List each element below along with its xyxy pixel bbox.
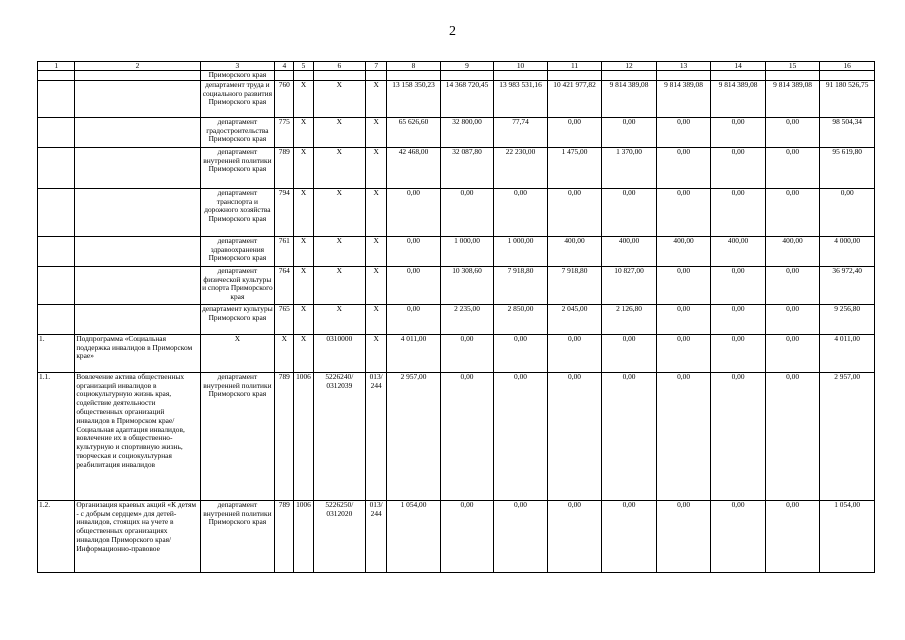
row-value-16: 0,00 bbox=[820, 188, 875, 236]
row-code-7: X bbox=[366, 334, 387, 372]
row-value-12: 9 814 389,08 bbox=[602, 80, 657, 117]
row-value-13 bbox=[656, 71, 711, 81]
row-value-15 bbox=[765, 71, 820, 81]
row-code-5: X bbox=[294, 266, 313, 304]
row-code-5: X bbox=[294, 334, 313, 372]
row-value-10: 0,00 bbox=[494, 500, 548, 572]
row-value-12: 0,00 bbox=[602, 372, 657, 500]
row-number bbox=[38, 188, 75, 236]
row-number bbox=[38, 304, 75, 334]
row-code-4: 794 bbox=[275, 188, 294, 236]
row-name bbox=[75, 304, 200, 334]
row-number: 1. bbox=[38, 334, 75, 372]
row-code-7: X bbox=[366, 188, 387, 236]
row-value-13: 0,00 bbox=[656, 147, 711, 188]
row-value-16: 4 011,00 bbox=[820, 334, 875, 372]
row-value-12 bbox=[602, 71, 657, 81]
row-value-10: 0,00 bbox=[494, 372, 548, 500]
row-value-16: 98 504,34 bbox=[820, 117, 875, 147]
row-value-9: 0,00 bbox=[440, 188, 494, 236]
row-value-11: 2 045,00 bbox=[547, 304, 602, 334]
row-value-13: 400,00 bbox=[656, 236, 711, 266]
row-value-16 bbox=[820, 71, 875, 81]
row-value-12: 0,00 bbox=[602, 188, 657, 236]
table-row bbox=[38, 147, 875, 188]
row-name bbox=[75, 188, 200, 236]
row-code-5: 1006 bbox=[294, 372, 313, 500]
row-code-5: X bbox=[294, 147, 313, 188]
row-value-8: 65 626,60 bbox=[387, 117, 441, 147]
row-code-4: 764 bbox=[275, 266, 294, 304]
column-header: 15 bbox=[765, 62, 820, 71]
row-name bbox=[75, 236, 200, 266]
column-header: 8 bbox=[387, 62, 441, 71]
row-value-16: 91 180 526,75 bbox=[820, 80, 875, 117]
row-code-4 bbox=[275, 71, 294, 81]
row-value-9: 0,00 bbox=[440, 334, 494, 372]
table-row bbox=[38, 500, 875, 572]
row-value-15: 0,00 bbox=[765, 147, 820, 188]
row-code-6: X bbox=[313, 117, 366, 147]
row-value-13: 0,00 bbox=[656, 500, 711, 572]
row-value-14: 0,00 bbox=[711, 188, 766, 236]
row-value-10: 7 918,80 bbox=[494, 266, 548, 304]
row-value-9: 14 368 720,45 bbox=[440, 80, 494, 117]
row-department: департамент культуры Приморского края bbox=[200, 304, 275, 334]
row-code-5: X bbox=[294, 80, 313, 117]
table-row bbox=[38, 266, 875, 304]
row-value-13: 9 814 389,08 bbox=[656, 80, 711, 117]
table-row bbox=[38, 188, 875, 236]
table-row bbox=[38, 334, 875, 372]
row-value-12: 10 827,00 bbox=[602, 266, 657, 304]
row-value-13: 0,00 bbox=[656, 117, 711, 147]
row-value-8: 13 158 350,23 bbox=[387, 80, 441, 117]
row-value-10: 1 000,00 bbox=[494, 236, 548, 266]
row-name bbox=[75, 80, 200, 117]
row-code-7: X bbox=[366, 304, 387, 334]
row-code-5: X bbox=[294, 236, 313, 266]
row-code-5: X bbox=[294, 188, 313, 236]
column-header: 16 bbox=[820, 62, 875, 71]
row-value-9 bbox=[440, 71, 494, 81]
row-value-8: 0,00 bbox=[387, 266, 441, 304]
row-department: X bbox=[200, 334, 275, 372]
row-value-11: 1 475,00 bbox=[547, 147, 602, 188]
row-code-7: 013/ 244 bbox=[366, 372, 387, 500]
row-number bbox=[38, 80, 75, 117]
row-value-9: 32 087,80 bbox=[440, 147, 494, 188]
row-code-7: X bbox=[366, 266, 387, 304]
row-number: 1.1. bbox=[38, 372, 75, 500]
row-value-13: 0,00 bbox=[656, 334, 711, 372]
row-name: Организация краевых акций «К детям - с добрым сердцем» для детей-инвалидов, стоящих на учете в общественных организациях инвалидов Приморского края/ Информационно-правовое bbox=[75, 500, 200, 572]
row-value-11: 0,00 bbox=[547, 334, 602, 372]
row-code-4: 760 bbox=[275, 80, 294, 117]
row-name bbox=[75, 147, 200, 188]
column-header: 9 bbox=[440, 62, 494, 71]
row-value-10: 0,00 bbox=[494, 334, 548, 372]
row-value-16: 4 000,00 bbox=[820, 236, 875, 266]
row-code-7: 013/ 244 bbox=[366, 500, 387, 572]
row-value-8: 1 054,00 bbox=[387, 500, 441, 572]
row-name bbox=[75, 117, 200, 147]
row-code-5: X bbox=[294, 117, 313, 147]
row-value-9: 32 800,00 bbox=[440, 117, 494, 147]
row-department: департамент градостроительства Приморского края bbox=[200, 117, 275, 147]
row-value-14: 400,00 bbox=[711, 236, 766, 266]
row-value-15: 0,00 bbox=[765, 304, 820, 334]
row-value-9: 1 000,00 bbox=[440, 236, 494, 266]
row-value-11: 0,00 bbox=[547, 188, 602, 236]
row-name: Вовлечение актива общественных организаций инвалидов в социокультурную жизнь края, содействие деятельности общественных организаций инвалидов в Приморском крае/ Социальная адаптация инвалидов, вовлечение их в общественно-культурную и спортивную жизнь, творческая и социокультурная реабилитация инвалидов bbox=[75, 372, 200, 500]
row-value-14: 0,00 bbox=[711, 266, 766, 304]
row-value-14: 0,00 bbox=[711, 500, 766, 572]
row-value-16: 95 619,80 bbox=[820, 147, 875, 188]
column-header-row bbox=[38, 62, 875, 71]
row-department: департамент внутренней политики Приморского края bbox=[200, 500, 275, 572]
row-value-15: 400,00 bbox=[765, 236, 820, 266]
row-value-10: 13 983 531,16 bbox=[494, 80, 548, 117]
row-value-13: 0,00 bbox=[656, 372, 711, 500]
row-department: департамент внутренней политики Приморского края bbox=[200, 147, 275, 188]
row-code-4: 789 bbox=[275, 147, 294, 188]
row-code-7: X bbox=[366, 236, 387, 266]
column-header: 6 bbox=[313, 62, 366, 71]
row-name bbox=[75, 71, 200, 81]
table-row bbox=[38, 117, 875, 147]
column-header: 4 bbox=[275, 62, 294, 71]
row-value-11: 400,00 bbox=[547, 236, 602, 266]
row-value-15: 0,00 bbox=[765, 117, 820, 147]
row-value-10: 2 850,00 bbox=[494, 304, 548, 334]
row-code-4: 765 bbox=[275, 304, 294, 334]
row-code-4: 775 bbox=[275, 117, 294, 147]
row-value-15: 0,00 bbox=[765, 188, 820, 236]
row-value-8: 0,00 bbox=[387, 236, 441, 266]
row-value-11: 7 918,80 bbox=[547, 266, 602, 304]
row-number bbox=[38, 147, 75, 188]
row-number bbox=[38, 71, 75, 81]
row-code-7: X bbox=[366, 147, 387, 188]
row-value-9: 0,00 bbox=[440, 500, 494, 572]
row-value-13: 0,00 bbox=[656, 266, 711, 304]
row-value-14: 0,00 bbox=[711, 372, 766, 500]
row-value-8: 42 468,00 bbox=[387, 147, 441, 188]
table-row bbox=[38, 71, 875, 81]
row-code-4: 761 bbox=[275, 236, 294, 266]
row-value-14: 0,00 bbox=[711, 117, 766, 147]
row-value-8: 2 957,00 bbox=[387, 372, 441, 500]
row-code-6: X bbox=[313, 304, 366, 334]
row-value-14: 9 814 389,08 bbox=[711, 80, 766, 117]
row-value-13: 0,00 bbox=[656, 304, 711, 334]
column-header: 1 bbox=[38, 62, 75, 71]
row-value-15: 0,00 bbox=[765, 334, 820, 372]
row-value-11: 0,00 bbox=[547, 372, 602, 500]
column-header: 11 bbox=[547, 62, 602, 71]
row-code-6: X bbox=[313, 236, 366, 266]
column-header: 13 bbox=[656, 62, 711, 71]
row-value-14: 0,00 bbox=[711, 334, 766, 372]
row-value-11: 10 421 977,82 bbox=[547, 80, 602, 117]
row-value-15: 0,00 bbox=[765, 372, 820, 500]
row-value-9: 0,00 bbox=[440, 372, 494, 500]
row-code-6: 0310000 bbox=[313, 334, 366, 372]
table-row bbox=[38, 80, 875, 117]
row-number: 1.2. bbox=[38, 500, 75, 572]
row-code-6: 5226250/ 0312020 bbox=[313, 500, 366, 572]
column-header: 5 bbox=[294, 62, 313, 71]
row-code-4: 789 bbox=[275, 500, 294, 572]
row-value-13: 0,00 bbox=[656, 188, 711, 236]
row-department: департамент физической культуры и спорта Приморского края bbox=[200, 266, 275, 304]
row-number bbox=[38, 236, 75, 266]
row-value-11: 0,00 bbox=[547, 500, 602, 572]
row-code-6: X bbox=[313, 80, 366, 117]
row-value-16: 2 957,00 bbox=[820, 372, 875, 500]
row-value-16: 1 054,00 bbox=[820, 500, 875, 572]
row-value-14: 0,00 bbox=[711, 147, 766, 188]
row-code-6 bbox=[313, 71, 366, 81]
row-value-10 bbox=[494, 71, 548, 81]
row-value-8: 0,00 bbox=[387, 304, 441, 334]
row-code-6: X bbox=[313, 266, 366, 304]
row-code-5: X bbox=[294, 304, 313, 334]
row-value-12: 0,00 bbox=[602, 334, 657, 372]
column-header: 10 bbox=[494, 62, 548, 71]
row-value-9: 2 235,00 bbox=[440, 304, 494, 334]
table-row bbox=[38, 372, 875, 500]
row-code-4: 789 bbox=[275, 372, 294, 500]
column-header: 3 bbox=[200, 62, 275, 71]
row-code-4: X bbox=[275, 334, 294, 372]
row-name: Подпрограмма «Социальная поддержка инвалидов в Приморском крае» bbox=[75, 334, 200, 372]
row-code-6: X bbox=[313, 147, 366, 188]
row-code-7: X bbox=[366, 80, 387, 117]
table-row bbox=[38, 236, 875, 266]
row-value-16: 36 972,40 bbox=[820, 266, 875, 304]
row-value-8: 4 011,00 bbox=[387, 334, 441, 372]
table-body bbox=[38, 62, 875, 573]
budget-table bbox=[37, 61, 875, 573]
row-value-14 bbox=[711, 71, 766, 81]
row-name bbox=[75, 266, 200, 304]
row-value-10: 77,74 bbox=[494, 117, 548, 147]
row-value-9: 10 308,60 bbox=[440, 266, 494, 304]
row-value-12: 400,00 bbox=[602, 236, 657, 266]
row-department: Приморского края bbox=[200, 71, 275, 81]
row-number bbox=[38, 117, 75, 147]
row-code-5: 1006 bbox=[294, 500, 313, 572]
page-number: 2 bbox=[449, 24, 456, 39]
column-header: 2 bbox=[75, 62, 200, 71]
row-code-6: 5226240/ 0312039 bbox=[313, 372, 366, 500]
row-value-8 bbox=[387, 71, 441, 81]
row-value-8: 0,00 bbox=[387, 188, 441, 236]
row-value-15: 0,00 bbox=[765, 266, 820, 304]
row-value-11 bbox=[547, 71, 602, 81]
row-department: департамент транспорта и дорожного хозяйства Приморского края bbox=[200, 188, 275, 236]
row-value-12: 0,00 bbox=[602, 500, 657, 572]
row-number bbox=[38, 266, 75, 304]
row-value-12: 1 370,00 bbox=[602, 147, 657, 188]
column-header: 14 bbox=[711, 62, 766, 71]
column-header: 7 bbox=[366, 62, 387, 71]
row-value-14: 0,00 bbox=[711, 304, 766, 334]
row-code-5 bbox=[294, 71, 313, 81]
table-row bbox=[38, 304, 875, 334]
column-header: 12 bbox=[602, 62, 657, 71]
row-value-16: 9 256,80 bbox=[820, 304, 875, 334]
row-code-6: X bbox=[313, 188, 366, 236]
row-value-15: 9 814 389,08 bbox=[765, 80, 820, 117]
row-value-15: 0,00 bbox=[765, 500, 820, 572]
row-department: департамент внутренней политики Приморского края bbox=[200, 372, 275, 500]
row-value-10: 22 230,00 bbox=[494, 147, 548, 188]
row-value-10: 0,00 bbox=[494, 188, 548, 236]
row-code-7 bbox=[366, 71, 387, 81]
row-value-11: 0,00 bbox=[547, 117, 602, 147]
row-value-12: 0,00 bbox=[602, 117, 657, 147]
row-department: департамент здравоохранения Приморского края bbox=[200, 236, 275, 266]
row-department: департамент труда и социального развития Приморского края bbox=[200, 80, 275, 117]
row-code-7: X bbox=[366, 117, 387, 147]
row-value-12: 2 126,80 bbox=[602, 304, 657, 334]
